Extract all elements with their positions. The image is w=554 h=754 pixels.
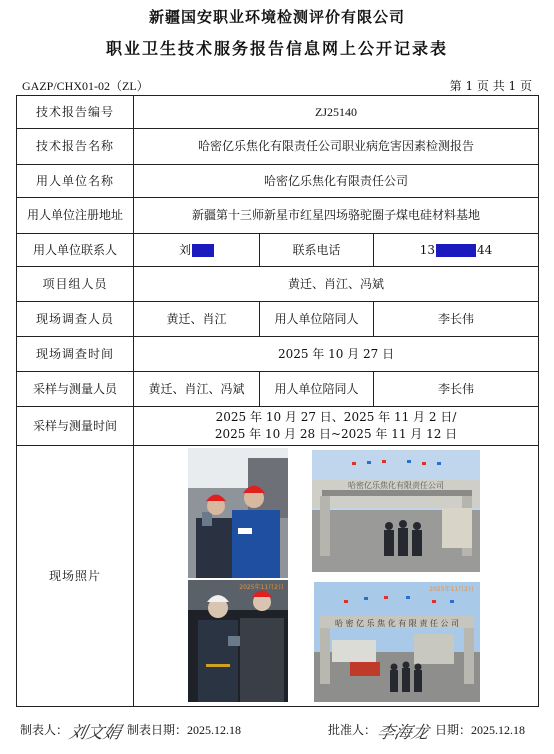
redaction-bar [192,244,214,257]
report-no-value: ZJ25140 [134,96,539,129]
survey-time-label: 现场调查时间 [17,337,134,372]
phone-suffix: 44 [477,242,493,257]
site-photo-gate-1 [312,450,480,572]
sampling-escort-value: 李长伟 [374,372,539,407]
report-name-value: 哈密亿乐焦化有限责任公司职业病危害因素检测报告 [134,129,539,165]
row-survey-time [17,337,539,372]
gate-sign-text: 哈密亿乐焦化有限责任公司 [348,481,444,490]
contact-name [134,234,260,267]
contact-name-visible: 刘 [178,242,191,257]
survey-escort-label: 用人单位陪同人 [260,302,374,337]
contact-label: 用人单位联系人 [17,234,134,267]
form-title: 职业卫生技术服务报告信息网上公开记录表 [105,39,448,58]
row-address [17,198,539,234]
phone-value [374,234,539,267]
address-label: 用人单位注册地址 [17,198,134,234]
address-value: 新疆第十三师新星市红星四场骆驼圈子煤电硅材料基地 [134,198,539,234]
photo-grid [134,446,538,706]
photo-timestamp: 2025年11月2日 [239,584,284,591]
row-contact [17,234,539,267]
project-team-value: 黄迁、肖江、冯斌 [134,267,539,302]
date-value: 2025.12.18 [471,723,526,737]
row-employer [17,165,539,198]
company-name: 新疆国安职业环境检测评价有限公司 [148,8,405,26]
preparer-signature: 刘文娟 [67,723,123,743]
row-photos [17,446,539,707]
site-photo-workers-1 [188,448,288,578]
sampling-time-label: 采样与测量时间 [17,407,134,446]
record-table [16,95,539,707]
report-name-label: 技术报告名称 [17,129,134,165]
footer-preparer [20,718,241,743]
report-no-label: 技术报告编号 [17,96,134,129]
sampling-escort-label: 用人单位陪同人 [260,372,374,407]
site-photo-workers-2 [188,580,288,702]
row-sampling-time [17,407,539,446]
sampling-time-value [134,407,539,446]
sampling-staff-label: 采样与测量人员 [17,372,134,407]
phone-label: 联系电话 [260,234,374,267]
survey-staff-value: 黄迁、肖江 [134,302,260,337]
sampling-time-line2: 2025 年 10 月 28 日~2025 年 11 月 12 日 [214,427,458,441]
row-sampling-staff [17,372,539,407]
row-report-name [17,129,539,165]
preparer-label: 制表人： [20,723,69,737]
approver-label: 批准人： [328,723,377,737]
photos-cell [134,446,539,707]
survey-staff-label: 现场调查人员 [17,302,134,337]
date-label: 日期： [435,723,472,737]
row-project-team [17,267,539,302]
phone-prefix: 13 [419,242,436,257]
survey-time-value: 2025 年 10 月 27 日 [134,337,539,372]
prep-date-label: 制表日期： [127,723,188,737]
row-survey-staff [17,302,539,337]
sampling-staff-value: 黄迁、肖江、冯斌 [134,372,260,407]
employer-label: 用人单位名称 [17,165,134,198]
site-photo-gate-2 [314,582,480,702]
gate-sign-text: 哈 密 亿 乐 焦 化 有 限 责 任 公 司 [335,619,459,628]
photos-label: 现场照片 [17,446,134,707]
photo-timestamp: 2025年11月2日 [429,586,474,593]
approver-signature: 李海龙 [375,723,431,743]
sampling-time-line1: 2025 年 10 月 27 日、2025 年 11 月 2 日/ [215,410,457,424]
employer-value: 哈密亿乐焦化有限责任公司 [134,165,539,198]
redaction-bar [436,244,476,257]
footer-approver [328,718,525,743]
page-info: 第 1 页 共 1 页 [449,79,532,93]
document-code: GAZP/CHX01-02（ZL） [22,79,149,93]
row-report-no [17,96,539,129]
survey-escort-value: 李长伟 [374,302,539,337]
project-team-label: 项目组人员 [17,267,134,302]
prep-date-value: 2025.12.18 [187,723,242,737]
